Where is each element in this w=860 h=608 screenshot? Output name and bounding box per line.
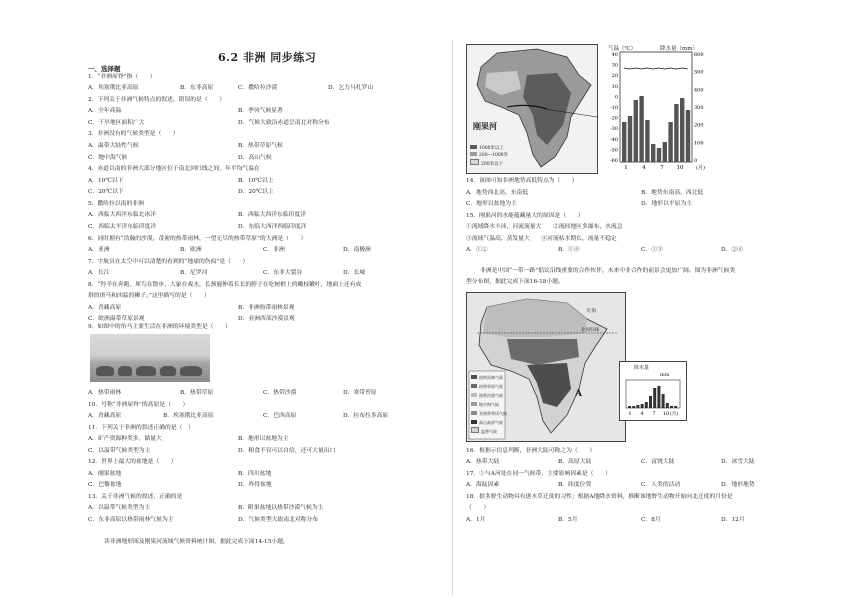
q3-option-c: C．地中海气候 [88,155,128,161]
q14-option-b: B．地势东南高，西北低 [641,190,704,196]
q4-option-d: D．20℃以上 [238,189,274,195]
passage-16-18-cont: 型分布图，据此完成下面16-18小题。 [466,279,564,285]
climate-chart-svg [606,44,718,172]
legend-monsoon: 亚热带季风气候 [479,411,507,416]
q12-option-b: B．四川盆地 [238,471,272,477]
question-6: 6．同时拥有“浩瀚的沙漠，茂密的热带雨林，一望无尽的热带草原”的大洲是（ ） [88,236,307,242]
question-16: 16．根据示信息判断，非洲大陆可称之为（ ） [466,448,596,454]
temp-tick-label: -10 [609,105,618,111]
question-7: 7．宇航员在太空中可以清楚的看到的“地球的伤痕”是（ ） [88,259,249,265]
q18-option-c: C．8月 [641,517,661,523]
question-8-cont: 群的斑马和凶猛的狮子。”这里描写的是（ ） [88,293,210,299]
precip-bar [651,144,655,162]
climate-chart [606,44,718,172]
legend-mediterranean: 地中海气候 [479,402,499,407]
precip-tick-label: 400 [694,87,704,94]
legend-savanna: 热带草原气候 [479,384,503,389]
q1-option-c: C．撒哈拉沙漠 [238,85,278,91]
precip-a-bar [649,396,652,408]
precip-tick-label: 600 [694,52,704,58]
q5-option-d: D．东临大西洋西临印度洋 [238,224,307,230]
precip-bar [668,122,672,162]
legend-temperate: 温带气候 [481,429,497,434]
climate-legend [471,373,507,436]
precip-a-bar [632,406,635,408]
question-15: 15．刚果河的水能蕴藏量大的原因是（ ） [466,213,584,219]
q18-option-a: A．1月 [466,517,486,523]
africa-climate-map [466,292,626,442]
precip-bar [657,148,661,162]
q6-option-c: C．非洲 [263,247,285,253]
q16-option-d: D．冰雪大陆 [721,459,755,465]
q15-option-a: A．①② [466,247,488,253]
q5-option-c: C．西临太平洋东临印度洋 [88,224,157,230]
temp-axis-title: 气温（℃） [608,46,637,52]
q14-option-d: D．地形以平原为主 [641,201,693,207]
q13-option-d: D．气候类型大致南北对称分布 [238,517,319,523]
legend-mid: 200—1000米 [479,153,509,158]
precip-month-tick: 4 [640,411,644,417]
legend-swatch-rainforest [471,375,477,379]
sea-label: 红海 [587,309,596,314]
q5-option-a: A．西临大西洋东临北冰洋 [88,212,156,218]
question-1: 1．“非洲屋脊”指（ ） [88,74,156,80]
q15-option-d: D．②④ [721,247,744,253]
precip-bar [634,100,638,162]
q2-option-b: B．季风气候显著 [238,108,283,114]
q15-option-c: C．①③ [641,247,663,253]
precip-chart-svg [620,362,686,420]
q14-option-c: C．地形以盆地为主 [466,201,517,207]
question-10: 10．号称“非洲屋脊”的高原是（ ） [88,402,189,408]
passage-14-15: 读非洲地形图及刚果河流域气候资料统计图，据此完成下面14-15小题。 [104,539,289,545]
q8-option-b: B．非洲热带雨林景观 [238,305,295,311]
q5-option-b: B．西临大西洋东临印度洋 [238,212,307,218]
precip-title: 降水量 [634,365,650,371]
precip-month-tick: 10 [662,411,670,417]
precip-tick-label: 200 [694,122,704,129]
q12-option-d: D．咋得盆地 [238,482,272,488]
q16-option-c: C．富饶大陆 [641,459,675,465]
q15-option-b: B．①④ [558,247,580,253]
q1-option-d: D．乞力马扎罗山 [328,85,374,91]
temp-tick-label: -60 [609,158,618,164]
month-tick-label: 7 [660,165,664,171]
q6-option-d: D．南极洲 [343,247,371,253]
africa-terrain-map [466,44,598,174]
q16-option-b: B．高原大陆 [558,459,592,465]
q9-option-d: D．寒带苔原 [343,390,377,396]
question-8: 8．“羚羊在奔跑，犀鸟在散步，大象在戏水，长颈鹿伸着长长的脖子在吃树梢上的嫩枝嫩叶，地面上还有成 [88,282,362,288]
q17-option-b: B．纬度位置 [558,482,592,488]
q8-option-a: A．青藏高原 [88,305,122,311]
precip-bar [639,96,643,162]
q11-option-d: D．粮食不仅可以自给，还可大量出口 [238,448,336,454]
q2-option-d: D．气候大致沿赤道呈南北对称分布 [238,120,330,126]
legend-swatch-high [470,145,477,149]
legend-highland: 高山高原气候 [479,420,503,425]
legend-swatch-temperate [471,427,479,433]
legend-swatch-mid [470,152,477,156]
q13-option-c: C．东非高原以热带雨林气候为主 [88,517,174,523]
legend-rainforest: 热带雨林气候 [479,375,503,380]
precip-bar [680,98,684,162]
precip-month-tick: 1 [628,411,632,417]
q18-option-b: B．5月 [558,517,578,523]
precip-a-bar [674,406,677,408]
question-3: 3．非洲没有的气候类型是（ ） [88,131,179,137]
q15-statement-1: ①流域降水丰沛，河流流量大 ②流经地区多瀑布、水流急 [466,224,623,230]
left-column [88,0,440,608]
q7-option-a: A．长江 [88,270,110,276]
q13-option-a: A．以温带气候类型为主 [88,505,151,511]
question-18: 18．很多野生动物具有逐水草迁徙的习性；根据A地降水资料，推断该地野生动物开始向北迁徙的月份是 [466,494,733,500]
precip-month-tick: 7 [652,411,656,417]
precip-axis-title: 降水量（mm） [660,46,698,52]
question-4: 4．赤道以南的非洲大部分地区位于南北回归线之间，年平均气温在 [88,166,260,172]
passage-16-18: 非洲是中国“一带一路”倡议沿线重要的合作伙伴，未来中非合作的前景会更加广阔。图为非洲气候类 [480,268,736,274]
precip-bar [663,142,667,162]
q3-option-b: B．热带草原气候 [238,143,283,149]
wildebeest-photo [90,334,210,382]
question-9: 9．如图中的角马主要生活在非洲的环境类型是（ ） [88,324,231,330]
q6-option-a: A．亚洲 [88,247,110,253]
q15-statement-2: ③流域气温高，蒸发量大 ④河流枯水期长，流量不稳定 [466,236,617,242]
temp-tick-label: 0 [614,94,618,101]
q1-option-b: B．东非高原 [180,85,214,91]
precip-bar [645,120,649,162]
legend-swatch-mediterranean [471,402,477,406]
month-tick-label: 10 [676,165,684,171]
legend-high: 1000米以上 [479,146,504,151]
temp-tick-label: 20 [611,73,618,80]
q7-option-d: D．长城 [343,270,366,276]
precip-bar [628,116,632,162]
q11-option-b: B．地形以盆地为主 [238,436,289,442]
precip-a-bar [653,388,656,408]
q4-option-c: C．20℃以下 [88,189,124,195]
q9-option-b: B．热带草原 [180,390,214,396]
legend-low: 200米以下 [481,162,504,167]
legend-swatch-desert [471,393,477,397]
temp-tick-label: -20 [609,115,618,122]
precip-unit: mm [660,372,670,378]
legend-swatch-savanna [471,384,477,388]
question-18-blank: （ ） [466,505,490,511]
q3-option-a: A．温带大陆性气候 [88,143,139,149]
precip-a-bar [636,405,639,408]
precip-a-bar [641,404,644,408]
q10-option-c: C．巴西高原 [263,413,297,419]
precip-month-unit: (月) [670,412,679,417]
precip-bar [674,104,678,162]
q10-option-a: A．青藏高原 [88,413,122,419]
question-5: 5．撒哈拉以南的非洲 [88,201,144,207]
congo-river-label: 刚果河 [473,121,497,131]
q12-option-a: A．刚果盆地 [88,471,122,477]
q11-option-c: C．以温带气候类型为主 [88,448,151,454]
q6-option-b: B．欧洲 [180,247,202,253]
question-14: 14．该图可知非洲地势高低特点为（ ） [466,178,578,184]
terrain-legend [470,145,508,168]
q8-option-c: C．欧洲温带草原景观 [88,316,145,322]
q2-option-a: A．全年高温 [88,108,122,114]
question-17: 17．①与A河处在同一气候带，主要影响因素是（ ） [466,471,611,477]
precip-a-bar [662,394,665,408]
temperature-line [624,68,688,69]
q18-option-d: D．12月 [721,517,745,523]
point-a-label: A [575,389,582,399]
q17-option-d: D．地形地势 [721,482,755,488]
q1-option-a: A．埃塞俄比亚高原 [88,85,139,91]
legend-desert: 热带沙漠气候 [479,393,503,398]
q14-option-a: A．地势西北高，东南低 [466,190,529,196]
question-12: 12．世界上最大的盆地是（ ） [88,459,177,465]
temp-tick-label: -40 [609,136,618,143]
question-11: 11．下列关于非洲的叙述正确的是（ ） [88,425,194,431]
q16-option-a: A．热带大陆 [466,459,500,465]
q13-option-b: B．附果盆地以热带沙漠气候为主 [238,505,324,511]
q17-option-a: A．海陆因素 [466,482,500,488]
precip-a-bar [666,403,669,408]
q12-option-c: C．巴黎盆地 [88,482,122,488]
q2-option-c: C．干旱地区面积广大 [88,120,145,126]
temp-tick-label: -50 [609,147,618,154]
temp-tick-label: 40 [611,52,618,58]
q4-option-b: B．10℃以上 [238,178,274,184]
precip-a-bar [657,386,660,408]
precip-tick-label: 100 [694,140,704,147]
month-tick-label: 4 [642,165,646,171]
month-unit-label: (月) [696,165,705,171]
precip-tick-label: 300 [694,105,704,111]
q7-option-c: C．东非大裂谷 [263,270,303,276]
precip-bar [686,110,690,162]
precip-bar [622,122,626,162]
question-13: 13．关于非洲气候的叙述，正确的是 [88,494,183,500]
q4-option-a: A．10℃以下 [88,178,124,184]
precip-tick-label: 0 [694,158,698,164]
right-column [466,0,820,608]
section-heading: 一、选择题 [88,65,121,73]
q11-option-a: A．矿产资源种类多，储量大 [88,436,162,442]
temp-tick-label: 30 [611,62,618,69]
temp-tick-label: -30 [609,126,618,133]
q9-option-a: A．热带雨林 [88,390,122,396]
precip-tick-label: 500 [694,69,704,76]
tropic-label: 北回归线 [581,328,599,333]
precip-a-bar [670,406,673,408]
month-tick-label: 1 [624,165,628,171]
precip-a-bar [645,402,648,408]
q7-option-b: B．尼罗河 [180,270,208,276]
temp-tick-label: 10 [611,83,618,90]
column-divider [452,40,453,595]
page-title: 6.2 非洲 同步练习 [218,51,317,64]
legend-swatch-highland [471,420,477,424]
q17-option-c: C．人类的活动 [641,482,681,488]
legend-swatch-monsoon [471,411,477,415]
q10-option-b: B．埃塞俄比亚高原 [163,413,214,419]
precip-a-bar [628,406,631,408]
point-a-precip-chart [619,361,687,421]
q10-option-d: D．拉布拉多高原 [343,413,389,419]
q8-option-d: D．亚洲西部沙漠景观 [238,316,295,322]
legend-swatch-low [470,159,479,165]
question-2: 2．下列关于非洲气候特点的叙述，错误的是（ ） [88,97,226,103]
q9-option-c: C．热带沙漠 [263,390,297,396]
q3-option-d: D．高山气候 [238,155,272,161]
